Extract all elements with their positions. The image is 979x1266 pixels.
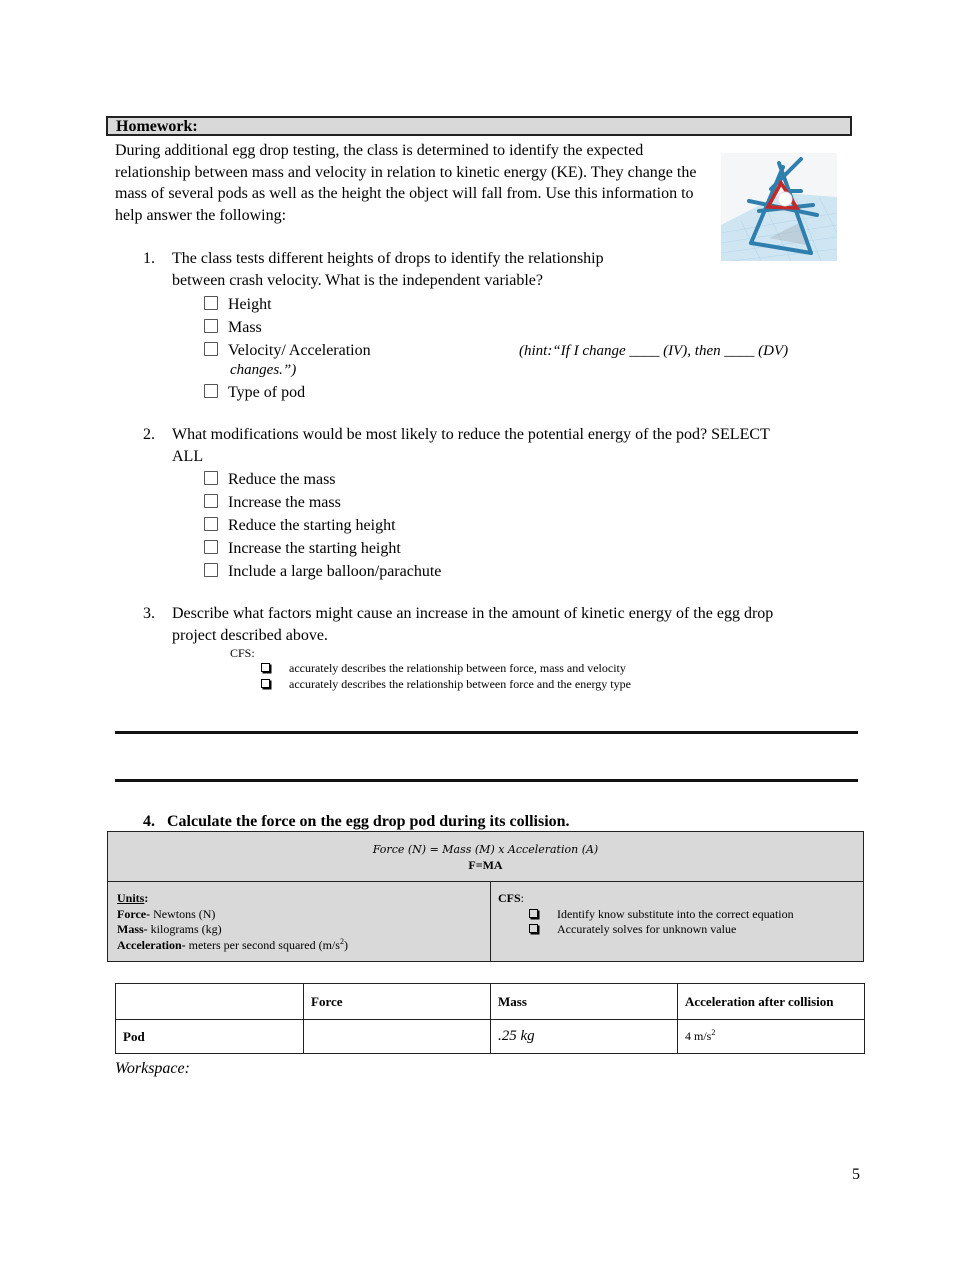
q1-hint-cont: changes.”) <box>230 362 297 378</box>
checkbox-icon[interactable] <box>204 494 218 508</box>
q1-option-mass[interactable]: Mass <box>204 317 262 339</box>
unit-mass: Mass- kilograms (kg) <box>117 922 222 936</box>
force-answer-cell[interactable] <box>304 1020 491 1054</box>
table-header-row: Force Mass Acceleration after collision <box>116 984 865 1020</box>
unit-acceleration: Acceleration- meters per second squared $(m/s^2)$ <box>117 936 348 952</box>
unit-force: Force- Newtons (N) <box>117 906 216 921</box>
q3-cfs-item: accurately describes the relationship between force and the energy type <box>261 677 631 693</box>
table-row <box>116 1020 865 1054</box>
q2-option-increase-mass[interactable]: Increase the mass <box>204 492 341 514</box>
workspace-label: Workspace: <box>115 1060 190 1077</box>
page-number: 5 <box>852 1166 860 1183</box>
answer-line[interactable] <box>115 779 858 782</box>
checkbox-bullet-icon <box>529 924 538 933</box>
egg-drop-pod-image <box>721 153 837 261</box>
checkbox-icon[interactable] <box>204 517 218 531</box>
q1-option-height[interactable]: Height <box>204 294 272 316</box>
formula-box <box>107 831 864 962</box>
checkbox-bullet-icon <box>261 663 270 672</box>
checkbox-icon[interactable] <box>204 342 218 356</box>
workspace-area[interactable] <box>115 1080 858 1150</box>
cfs-item: Identify know substitute into the correct equation <box>498 907 794 923</box>
cfs-item: Accurately solves for unknown value <box>498 922 794 938</box>
q2-option-reduce-height[interactable]: Reduce the starting height <box>204 515 396 537</box>
cfs-panel: CFS: Identify know substitute into the correct equation Accurately solves for unknown value <box>498 891 794 936</box>
checkbox-icon[interactable] <box>204 319 218 333</box>
force-data-table <box>115 983 865 1054</box>
formula-header <box>108 832 863 882</box>
q2-option-parachute[interactable]: Include a large balloon/parachute <box>204 561 441 583</box>
checkbox-bullet-icon <box>529 909 538 918</box>
q1-option-velocity[interactable]: Velocity/ Acceleration <box>204 340 371 362</box>
formula-equation: Force (N) = Mass (M) x Acceleration (A) <box>372 843 599 856</box>
checkbox-icon[interactable] <box>204 563 218 577</box>
answer-line[interactable] <box>115 731 858 734</box>
units-panel: Units: Force- Newtons (N) Mass- kilograms (kg) Acceleration- meters per second squared $(m/s^2)$ <box>108 882 491 961</box>
q1-option-type-of-pod[interactable]: Type of pod <box>204 382 305 404</box>
q1-hint: (hint:“If I change ____ (IV), then ____ (DV) <box>519 343 789 359</box>
formula-short: F=MA <box>468 858 503 872</box>
checkbox-icon[interactable] <box>204 384 218 398</box>
checkbox-icon[interactable] <box>204 296 218 310</box>
homework-title: Homework: <box>116 118 198 135</box>
q3-cfs-item: accurately describes the relationship between force, mass and velocity <box>261 661 626 677</box>
checkbox-bullet-icon <box>261 679 270 688</box>
homework-header <box>106 116 852 136</box>
acceleration-cell: 4 $m/s^2$ <box>678 1020 865 1054</box>
row-label: Pod <box>116 1020 304 1054</box>
checkbox-icon[interactable] <box>204 540 218 554</box>
checkbox-icon[interactable] <box>204 471 218 485</box>
intro-paragraph: During additional egg drop testing, the class is determined to identify the expected relationship between mass and velocity in relation to kinetic energy (KE). They change the mass of several pods as well as the height the object will fall from. Use this information to help answer the following: <box>115 142 697 224</box>
question-4: 4. Calculate the force on the egg drop pod during its collision. <box>143 813 570 830</box>
q3-cfs-label: CFS: <box>230 646 255 660</box>
mass-cell: .25 kg <box>491 1020 678 1054</box>
q2-option-increase-height[interactable]: Increase the starting height <box>204 538 401 560</box>
q2-option-reduce-mass[interactable]: Reduce the mass <box>204 469 336 491</box>
